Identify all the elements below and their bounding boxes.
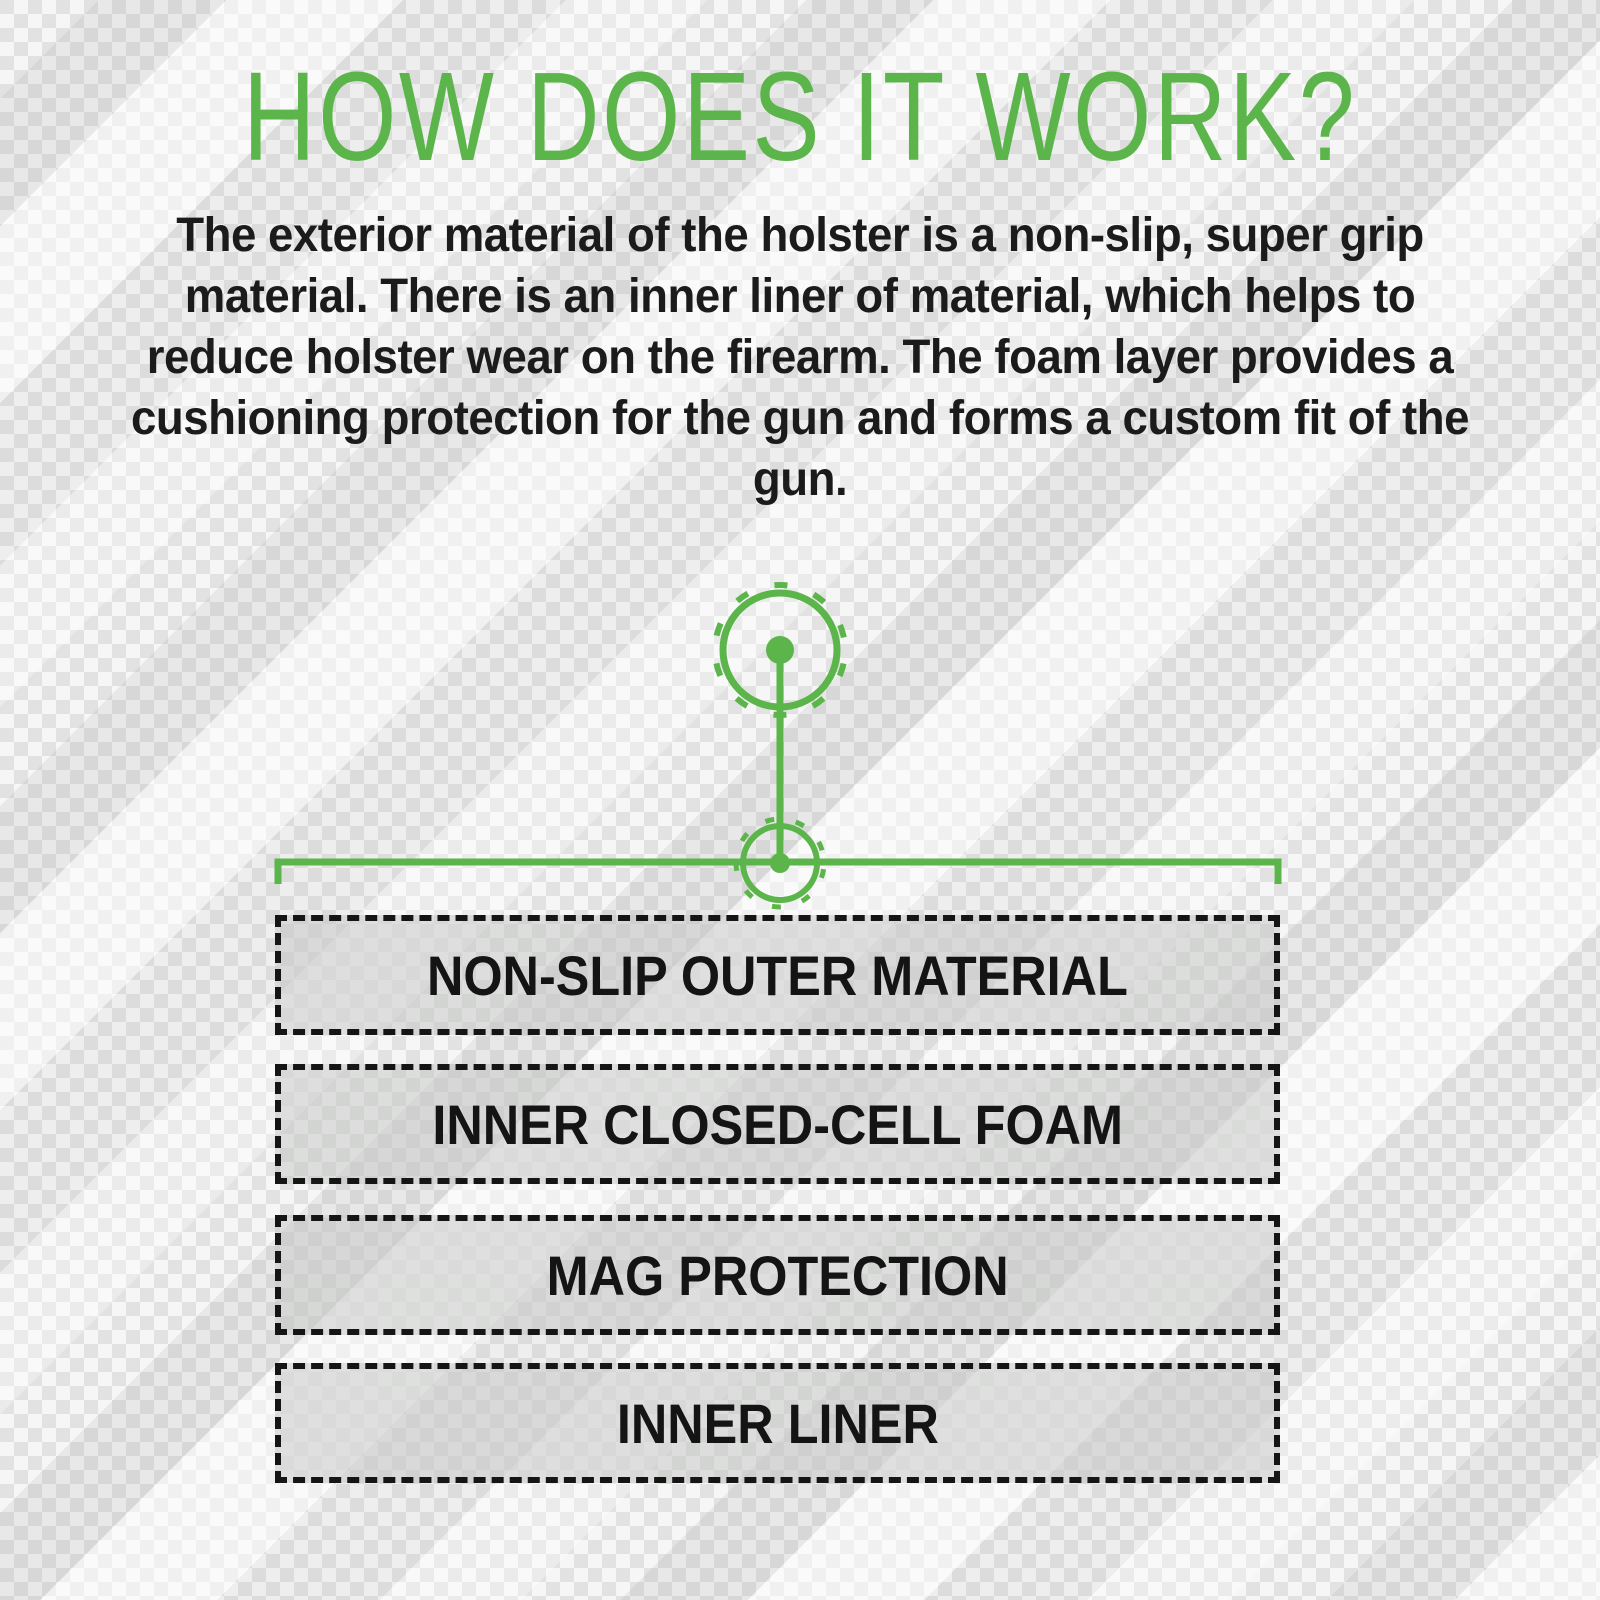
description-text: The exterior material of the holster is a non-slip, super grip material. There is an inner liner of material, which helps to reduce holster wear on the firearm. The foam layer provides a cushioning protection for the gun and forms a custom fit of the gun.	[130, 209, 1470, 506]
page-title: HOW DOES IT WORK?	[242, 46, 1358, 187]
layer-box-inner-liner	[275, 1363, 1280, 1483]
dial-gear-large-icon	[703, 573, 857, 727]
layer-label: NON-SLIP OUTER MATERIAL	[427, 943, 1128, 1007]
layer-label: INNER CLOSED-CELL FOAM	[432, 1092, 1123, 1156]
dial-gear-small-icon	[730, 813, 829, 912]
layer-label: INNER LINER	[616, 1391, 939, 1455]
layer-box-non-slip-outer-material	[275, 915, 1280, 1035]
layer-label: MAG PROTECTION	[546, 1243, 1009, 1307]
layer-box-mag-protection	[275, 1215, 1280, 1335]
bracket-line	[278, 862, 1278, 884]
layer-box-inner-closed-cell-foam	[275, 1064, 1280, 1184]
